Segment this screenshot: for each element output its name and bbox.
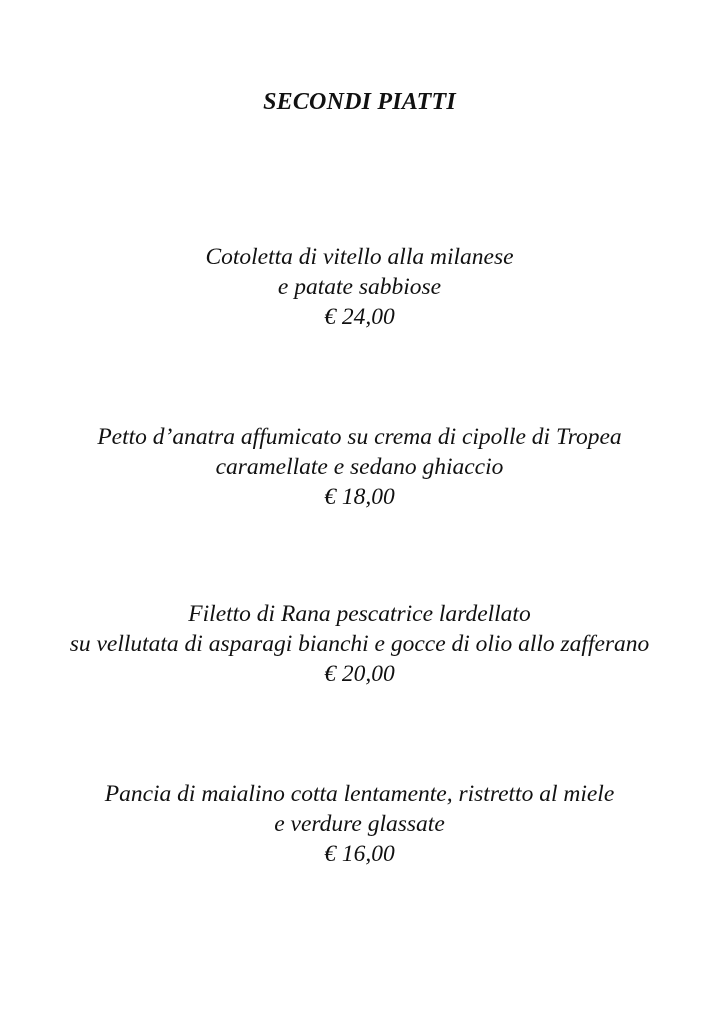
dish-name: Filetto di Rana pescatrice lardellato xyxy=(188,601,531,627)
dish-item xyxy=(0,779,719,869)
dish-description: e verdure glassate xyxy=(274,811,445,837)
dish-description: su vellutata di asparagi bianchi e gocce di olio allo zafferano xyxy=(69,631,650,657)
dish-price: € 24,00 xyxy=(324,304,395,330)
dish-item xyxy=(0,599,719,689)
dish-name: Petto d’anatra affumicato su crema di cipolle di Tropea xyxy=(97,424,622,450)
dish-item xyxy=(0,242,719,332)
dish-price: € 20,00 xyxy=(324,661,395,687)
dish-name: Pancia di maialino cotta lentamente, ristretto al miele xyxy=(104,781,615,807)
dish-item xyxy=(0,422,719,512)
dish-price: € 18,00 xyxy=(324,484,395,510)
dish-price: € 16,00 xyxy=(324,841,395,867)
dish-description: caramellate e sedano ghiaccio xyxy=(215,454,504,480)
dish-description: e patate sabbiose xyxy=(277,274,442,300)
section-title: SECONDI PIATTI xyxy=(263,89,456,115)
dish-name: Cotoletta di vitello alla milanese xyxy=(205,244,514,270)
